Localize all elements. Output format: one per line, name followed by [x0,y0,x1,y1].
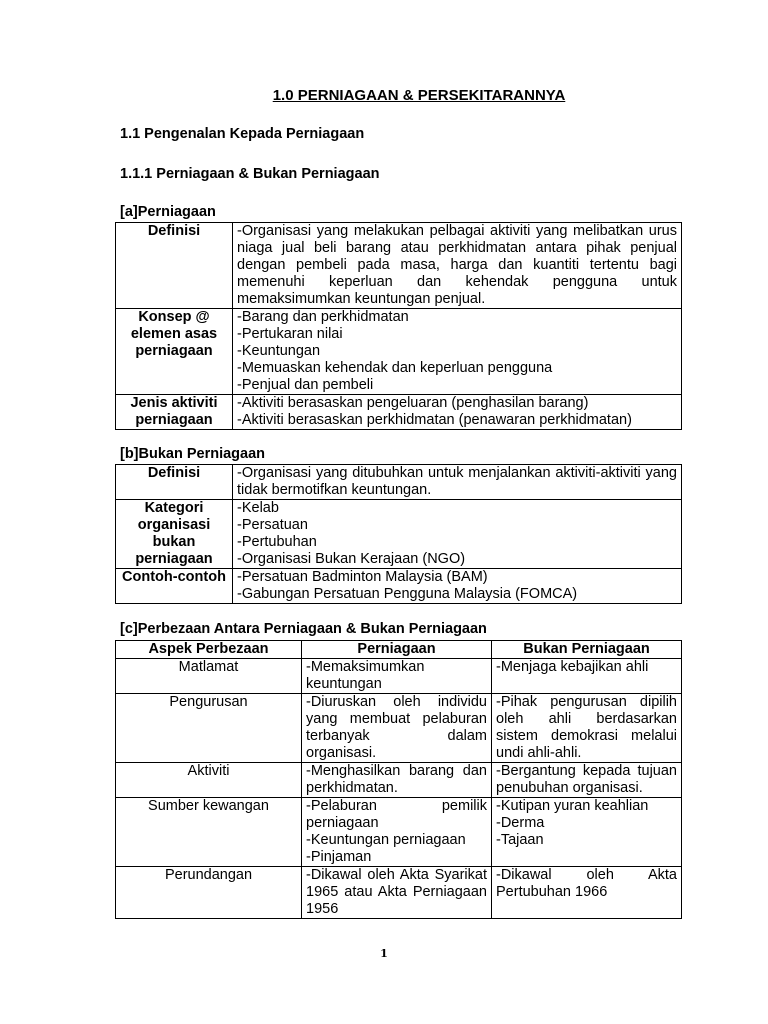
bukan-perniagaan-cell [492,659,682,694]
column-header: Aspek Perbezaan [116,641,302,659]
body-line: -Organisasi yang ditubuhkan untuk menjalankan aktiviti-aktiviti yang tidak bermotifkan keuntungan. [237,465,677,498]
cell-line: -Pelaburan pemilik perniagaan [306,798,487,831]
document-title: 1.0 PERNIAGAAN & PERSEKITARANNYA [272,87,566,104]
table-row [116,659,682,694]
cell-line: -Pihak pengurusan dipilih oleh ahli berdasarkan sistem demokrasi melalui undi ahli-ahli. [496,694,677,761]
perniagaan-cell [302,763,492,798]
table-row [116,569,682,604]
table-row [116,763,682,798]
cell-line: -Derma [496,815,545,831]
column-header: Bukan Perniagaan [492,641,682,659]
cell-line: -Memaksimumkan keuntungan [306,659,425,692]
table-row [116,309,682,395]
bukan-perniagaan-cell [492,763,682,798]
table-row [116,798,682,867]
aspect-cell: Sumber kewangan [116,798,302,867]
table-row [116,223,682,309]
bukan-perniagaan-cell [492,694,682,763]
cell-line: -Diuruskan oleh individu yang membuat pelaburan terbanyak dalam organisasi. [306,694,487,761]
cell-line: -Kutipan yuran keahlian [496,798,649,814]
perniagaan-cell [302,798,492,867]
body-line: -Organisasi Bukan Kerajaan (NGO) [237,551,466,567]
table-row [116,500,682,569]
table-row [116,395,682,430]
cell-line: -Menjaga kebajikan ahli [496,659,649,675]
body-line: -Barang dan perkhidmatan [237,309,409,325]
row-body [233,395,682,430]
perniagaan-cell [302,694,492,763]
body-line: -Persatuan [237,517,308,533]
section-c-label: [c]Perbezaan Antara Perniagaan & Bukan Perniagaan [120,621,487,637]
bukan-perniagaan-cell [492,798,682,867]
body-line: -Aktiviti berasaskan pengeluaran (penghasilan barang) [237,395,589,411]
table-header-row [116,641,682,659]
row-head: Definisi [116,465,233,500]
aspect-cell: Matlamat [116,659,302,694]
body-line: -Persatuan Badminton Malaysia (BAM) [237,569,488,585]
row-body [233,500,682,569]
column-header: Perniagaan [302,641,492,659]
cell-line: -Keuntungan perniagaan [306,832,466,848]
aspect-cell: Perundangan [116,867,302,919]
row-head: Definisi [116,223,233,309]
cell-line: -Tajaan [496,832,544,848]
perniagaan-cell [302,659,492,694]
heading-1-1-1: 1.1.1 Perniagaan & Bukan Perniagaan [120,166,380,182]
row-head: Jenis aktiviti perniagaan [116,395,233,430]
section-a-label: [a]Perniagaan [120,204,216,220]
body-line: -Aktiviti berasaskan perkhidmatan (penawaran perkhidmatan) [237,412,632,428]
bukan-perniagaan-table [115,464,682,604]
cell-line: -Menghasilkan barang dan perkhidmatan. [306,763,487,796]
body-line: -Keuntungan [237,343,321,359]
row-head: Konsep @ elemen asas perniagaan [116,309,233,395]
perniagaan-table [115,222,682,430]
bukan-perniagaan-cell [492,867,682,919]
body-line: -Gabungan Persatuan Pengguna Malaysia (FOMCA) [237,586,578,602]
perbezaan-table [115,640,682,919]
row-body [233,223,682,309]
table-row [116,694,682,763]
body-line: -Pertubuhan [237,534,317,550]
page-number: 1 [380,947,388,960]
table-row [116,867,682,919]
body-line: -Organisasi yang melakukan pelbagai aktiviti yang melibatkan urus niaga jual beli barang atau perkhidmatan antara pihak penjual dengan pembeli pada masa, harga dan kuantiti tertentu bagi memenuhi keperluan dan kehendak pengguna untuk memaksimumkan keuntungan penjual. [237,223,677,307]
row-body [233,465,682,500]
body-line: -Kelab [237,500,279,516]
aspect-cell: Pengurusan [116,694,302,763]
row-body [233,569,682,604]
perniagaan-cell [302,867,492,919]
row-head: Kategori organisasi bukan perniagaan [116,500,233,569]
body-line: -Memuaskan kehendak dan keperluan pengguna [237,360,553,376]
heading-1-1: 1.1 Pengenalan Kepada Perniagaan [120,126,365,142]
table-row [116,465,682,500]
row-head: Contoh-contoh [116,569,233,604]
body-line: -Penjual dan pembeli [237,377,374,393]
body-line: -Pertukaran nilai [237,326,343,342]
cell-line: -Pinjaman [306,849,372,865]
cell-line: -Dikawal oleh Akta Pertubuhan 1966 [496,867,677,900]
row-body [233,309,682,395]
aspect-cell: Aktiviti [116,763,302,798]
section-b-label: [b]Bukan Perniagaan [120,446,266,462]
cell-line: -Dikawal oleh Akta Syarikat 1965 atau Akta Perniagaan 1956 [306,867,487,917]
cell-line: -Bergantung kepada tujuan penubuhan organisasi. [496,763,677,796]
